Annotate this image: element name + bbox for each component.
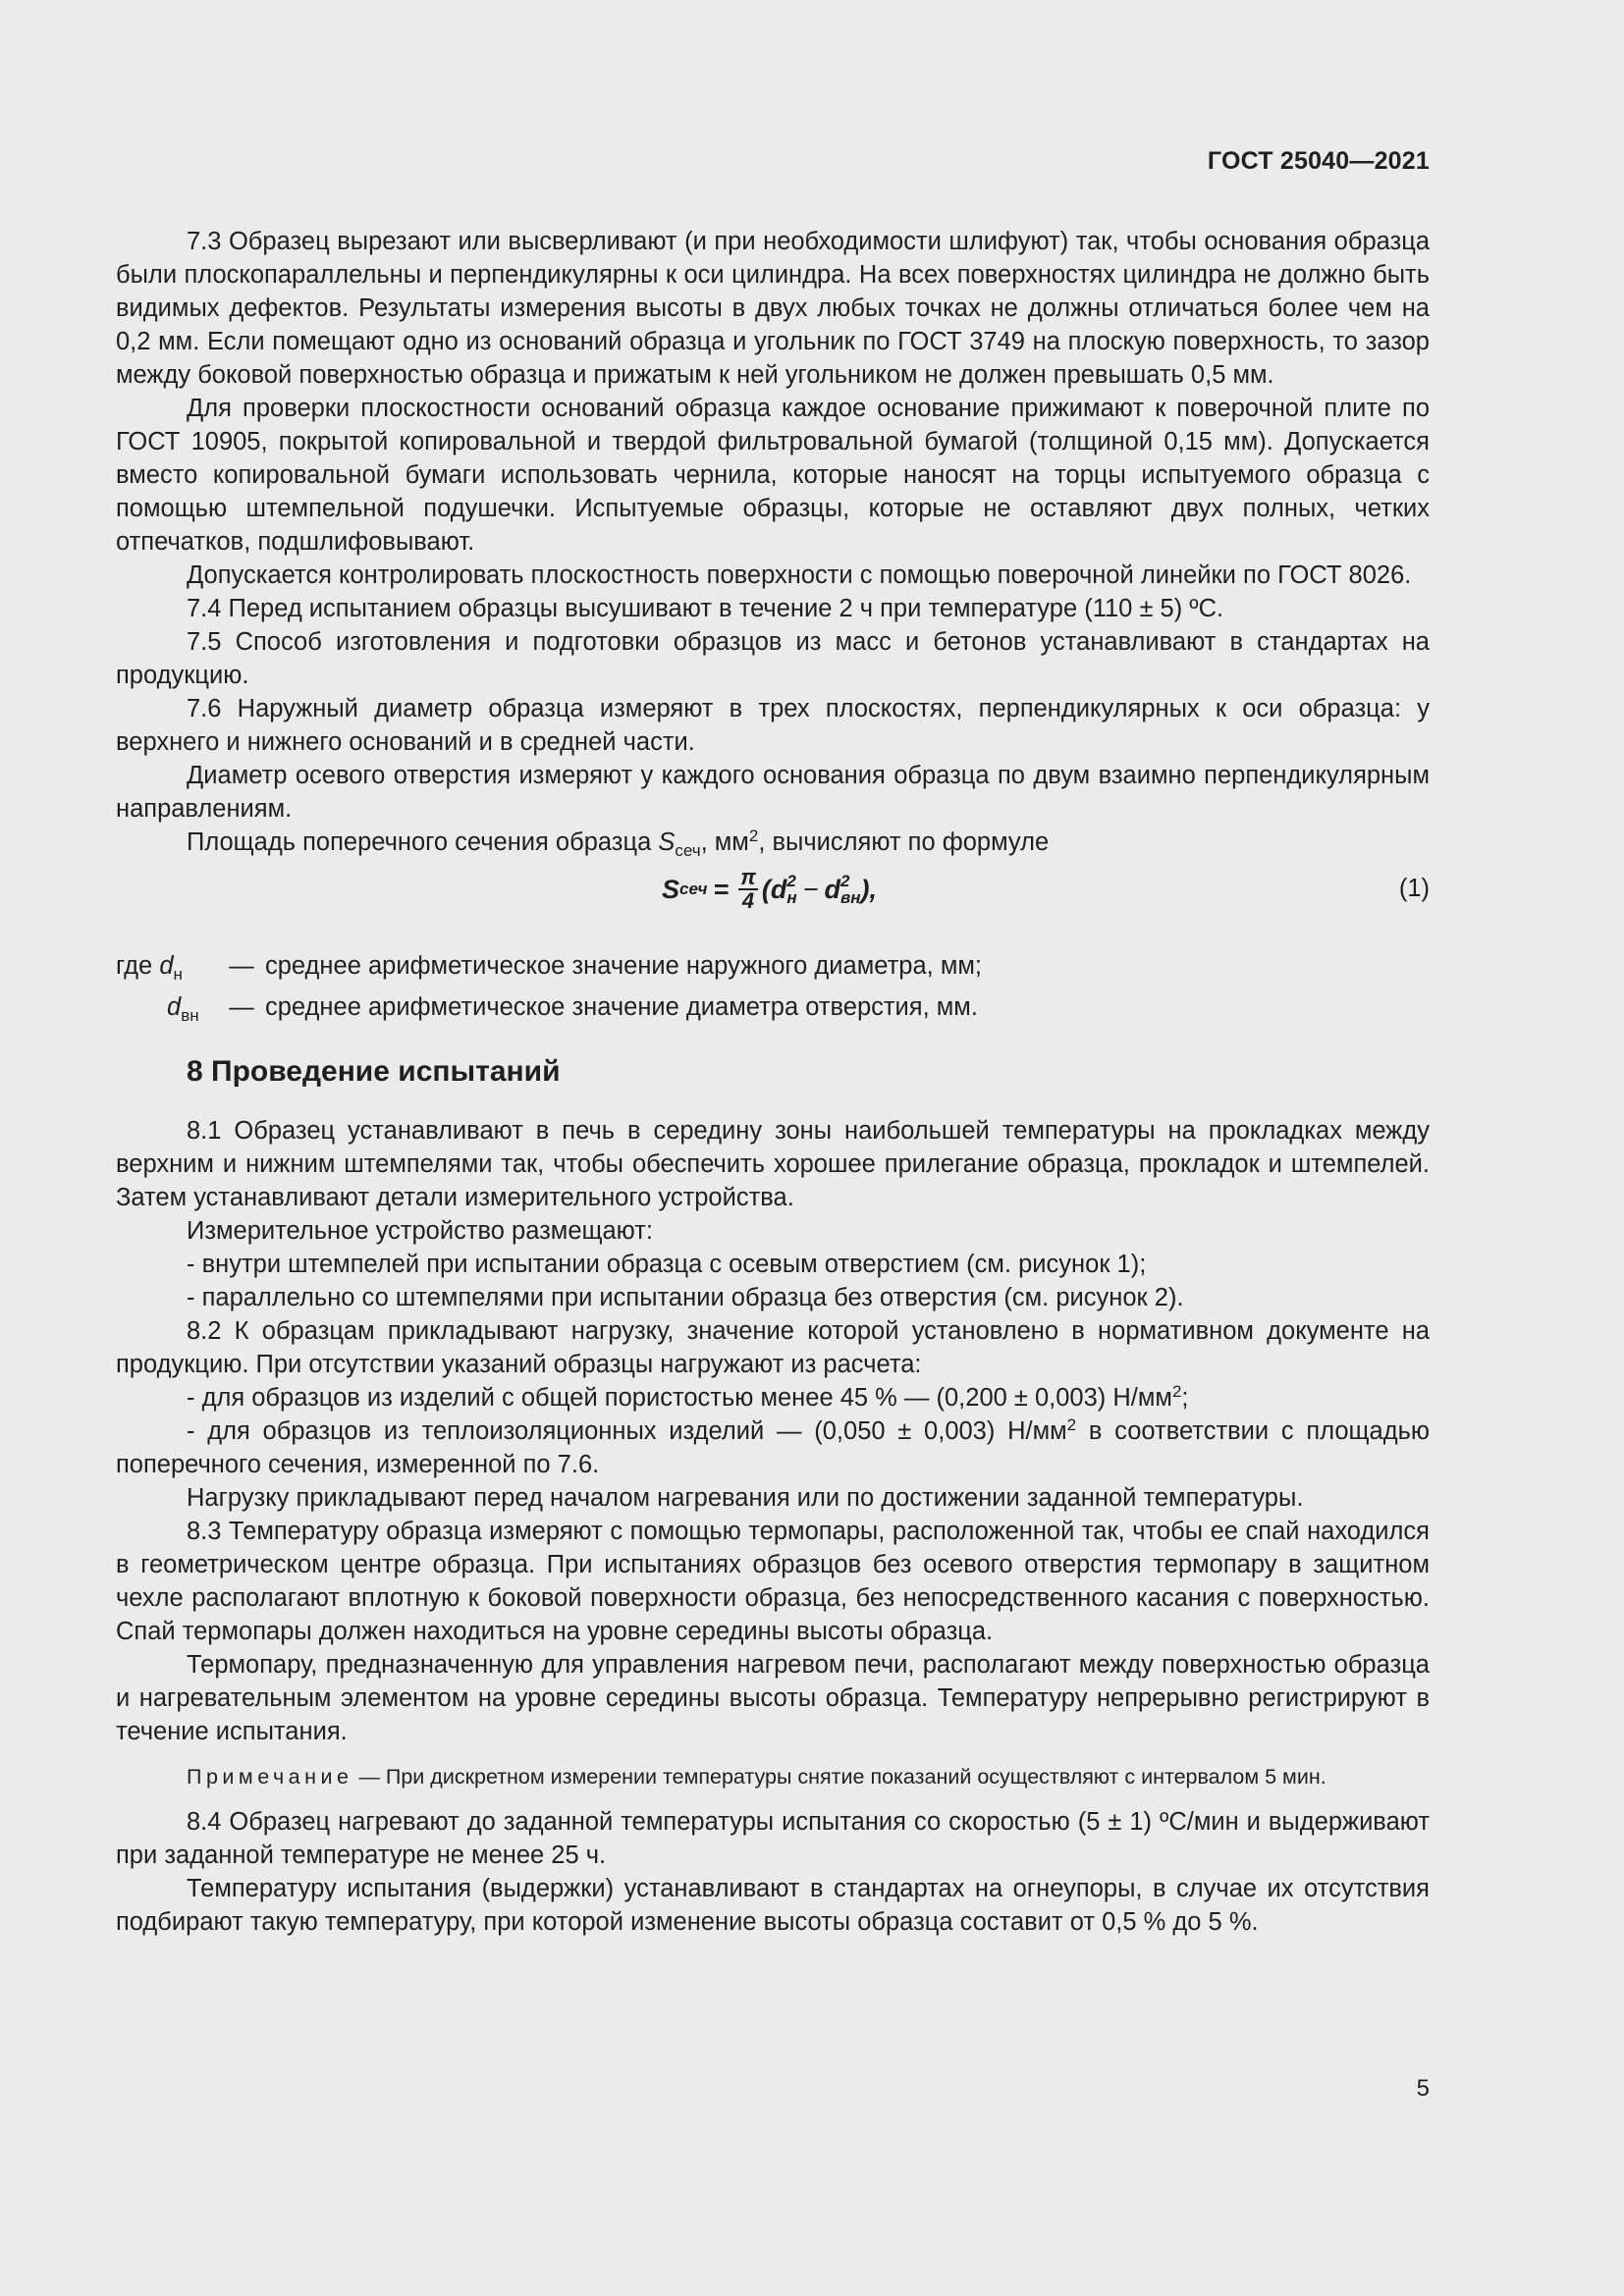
paragraph-test-temperature: Температуру испытания (выдержки) устанавливают в стандартах на огнеупоры, в случае их отсутствия подбирают такую температуру, при которой изменение высоты образца составит от 0,5 % до 5 %. [116, 1875, 1430, 1936]
paragraph-8-1: 8.1 Образец устанавливают в печь в середину зоны наибольшей температуры на прокладках между верхним и нижним штемпелями так, чтобы обеспечить хорошее прилегание образца, прокладок и штемпелей. Затем устанавливают детали измерительного устройства. [116, 1117, 1430, 1211]
paragraph-device-placement: Измерительное устройство размещают: [187, 1217, 654, 1245]
paragraph-hole-diameter: Диаметр осевого отверстия измеряют у каждого основания образца по двум взаимно перпендикулярным направлениям. [116, 762, 1430, 823]
legend-row-outer-diameter: где $d_н$ — среднее арифметическое значение наружного диаметра, мм; [116, 952, 982, 984]
document-header-id: ГОСТ 25040—2021 [1207, 147, 1430, 175]
note-label: Примечание [187, 1765, 353, 1789]
formula-number: (1) [1398, 875, 1430, 902]
paragraph-flatness-check: Для проверки плоскостности оснований образца каждое основание прижимают к поверочной плите по ГОСТ 10905, покрытой копировальной и твердой фильтровальной бумагой (толщиной 0,15 мм). Допускается вместо копировальной бумаги использовать чернила, которые наносят на торцы испытуемого образца с помощью штемпельной подушечки. Испытуемые образцы, которые не оставляют двух полных, четких отпечатков, подшлифовывают. [116, 395, 1430, 556]
paragraph-7-6: 7.6 Наружный диаметр образца измеряют в трех плоскостях, перпендикулярных к оси образца: у верхнего и нижнего оснований и в средней части. [116, 695, 1430, 756]
formula-fraction: $\frac{\pi}{4}$ [740, 865, 756, 913]
paragraph-7-3: 7.3 Образец вырезают или высверливают (и при необходимости шлифуют) так, чтобы основания образца были плоскопараллельны и перпендикулярны к оси цилиндра. На всех поверхностях цилиндра не должно быть видимых дефектов. Результаты измерения высоты в двух любых точках не должны отличаться более чем на 0,2 мм. Если помещают одно из оснований образца и угольник по ГОСТ 3749 на плоскую поверхность, то зазор между боковой поверхностью образца и прижатым к ней угольником не должен превышать 0,5 мм. [116, 228, 1430, 389]
page-number: 5 [1416, 2075, 1430, 2102]
paragraph-control-thermocouple: Термопару, предназначенную для управления нагревом печи, располагают между поверхностью образца и нагревательным элементом на уровне середины высоты образца. Температуру непрерывно регистрируют в течение испытания. [116, 1651, 1430, 1745]
legend-row-hole-diameter: $d_{вн}$ — среднее арифметическое значение диаметра отверстия, мм. [167, 993, 978, 1025]
paragraph-7-5: 7.5 Способ изготовления и подготовки образцов из масс и бетонов устанавливают в стандартах на продукцию. [116, 628, 1430, 689]
paragraph-load-timing: Нагрузку прикладывают перед началом нагревания или по достижении заданной температуры. [187, 1484, 1304, 1512]
list-item-inside-stamps: - внутри штемпелей при испытании образца с осевым отверстием (см. рисунок 1); [187, 1251, 1147, 1278]
note: Примечание — При дискретном измерении температуры снятие показаний осуществляют с интервалом 5 мин. [187, 1765, 1326, 1789]
paragraph-cross-section: Площадь поперечного сечения образца $S_{сеч}$, $мм^2$, вычисляют по формуле [187, 827, 1050, 860]
formula-1 [116, 863, 1430, 922]
paragraph-8-2: 8.2 К образцам прикладывают нагрузку, значение которой установлено в нормативном документе на продукцию. При отсутствии указаний образцы нагружают из расчета: [116, 1317, 1430, 1378]
formula-legend [116, 945, 1430, 1028]
paragraph-flatness-ruler: Допускается контролировать плоскостность поверхности с помощью поверочной линейки по ГОСТ 8026. [187, 561, 1412, 589]
document-body [116, 225, 1430, 1939]
section-8-heading: 8 Проведение испытаний [187, 1055, 561, 1088]
list-item-insulation-load: - для образцов из теплоизоляционных изделий — (0,050 ± 0,003) $Н/мм^2$ в соответствии с площадью поперечного сечения, измеренной по 7.6. [116, 1415, 1431, 1478]
paragraph-8-4: 8.4 Образец нагревают до заданной температуры испытания со скоростью (5 ± 1) ºС/мин и выдерживают при заданной температуре не менее 25 ч. [116, 1808, 1430, 1869]
paragraph-7-4: 7.4 Перед испытанием образцы высушивают в течение 2 ч при температуре (110 ± 5) ºС. [187, 595, 1224, 622]
formula-expression: S сеч = $\frac{\pi}{4}$ ( d 2 н − d 2 вн ), [662, 865, 877, 913]
list-item-porosity-load: - для образцов из изделий с общей пористостью менее 45 % — (0,200 ± 0,003) $Н/мм^2$; [187, 1382, 1189, 1412]
list-item-parallel-stamps: - параллельно со штемпелями при испытании образца без отверстия (см. рисунок 2). [187, 1284, 1184, 1311]
paragraph-8-3: 8.3 Температуру образца измеряют с помощью термопары, расположенной так, чтобы ее спай находился в геометрическом центре образца. При испытаниях образцов без осевого отверстия термопару в защитном чехле располагают вплотную к боковой поверхности образца, без непосредственного касания с поверхностью. Спай термопары должен находиться на уровне середины высоты образца. [116, 1518, 1430, 1645]
